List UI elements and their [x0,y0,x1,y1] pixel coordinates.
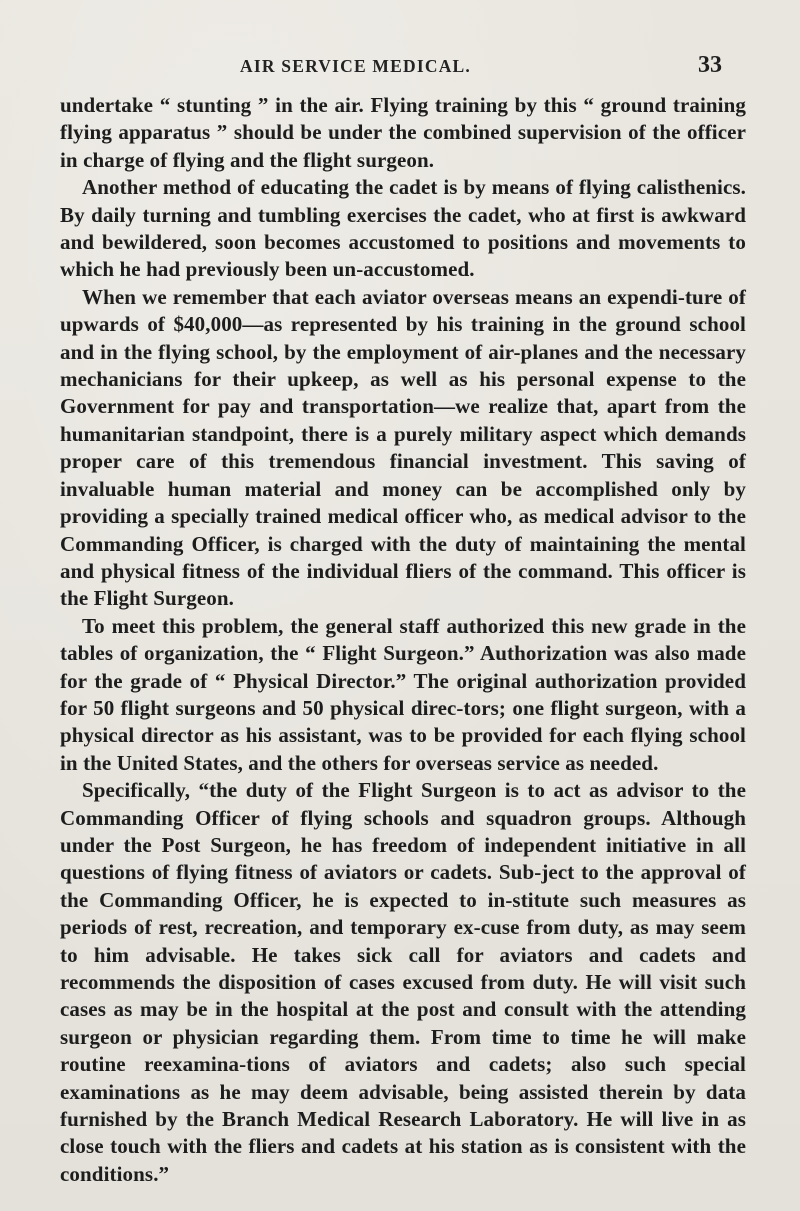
paragraph-investment: When we remember that each aviator overseas means an expendi-ture of upwards of $40,000—as represented by his training in the ground school and in the flying school, by the employment of air-planes and the necessary mechanicians for their upkeep, as well as his personal expense to the Government for pay and transportation—we realize that, apart from the humanitarian standpoint, there is a purely military aspect which demands proper care of this tremendous financial investment. This saving of invaluable human material and money can be accomplished only by providing a specially trained medical officer who, as medical advisor to the Commanding Officer, is charged with the duty of maintaining the mental and physical fitness of the individual fliers of the command. This officer is the Flight Surgeon. [60,284,746,611]
paragraph-duties: Specifically, “the duty of the Flight Surgeon is to act as advisor to the Commanding Officer of flying schools and squadron groups. Although under the Post Surgeon, he has freedom of independent initiative in all questions of flying fitness of aviators or cadets. Sub-ject to the approval of the Commanding Officer, he is expected to in-stitute such measures as periods of rest, recreation, and temporary ex-cuse from duty, as may seem to him advisable. He takes sick call for aviators and cadets and recommends the disposition of cases excused from duty. He will visit such cases as may be in the hospital at the post and consult with the attending surgeon or physician regarding them. From time to time he will make routine reexamina-tions of aviators and cadets; also such special examinations as he may deem advisable, being assisted therein by data furnished by the Branch Medical Research Laboratory. He will live in as close touch with the fliers and cadets at his station as is consistent with the conditions.” [60,778,746,1186]
running-head: AIR SERVICE MEDICAL. [240,56,471,76]
body-text [60,92,746,1188]
paragraph-flying-calisthenics: Another method of educating the cadet is by means of flying calisthenics. By daily turning and tumbling exercises the cadet, who at first is awkward and bewildered, soon becomes accustomed to positions and movements to which he had previously been un-accustomed. [60,175,746,282]
paragraph-continuation: undertake “ stunting ” in the air. Flying training by this “ ground training flying apparatus ” should be under the combined supervision of the officer in charge of flying and the flight surgeon. [60,93,746,172]
page-header [0,52,800,86]
page-number: 33 [698,52,722,78]
paragraph-new-grade: To meet this problem, the general staff authorized this new grade in the tables of organization, the “ Flight Surgeon.” Authorization was also made for the grade of “ Physical Director.” The original authorization provided for 50 flight surgeons and 50 physical direc-tors; one flight surgeon, with a physical director as his assistant, was to be provided for each flying school in the United States, and the others for overseas service as needed. [60,613,746,775]
